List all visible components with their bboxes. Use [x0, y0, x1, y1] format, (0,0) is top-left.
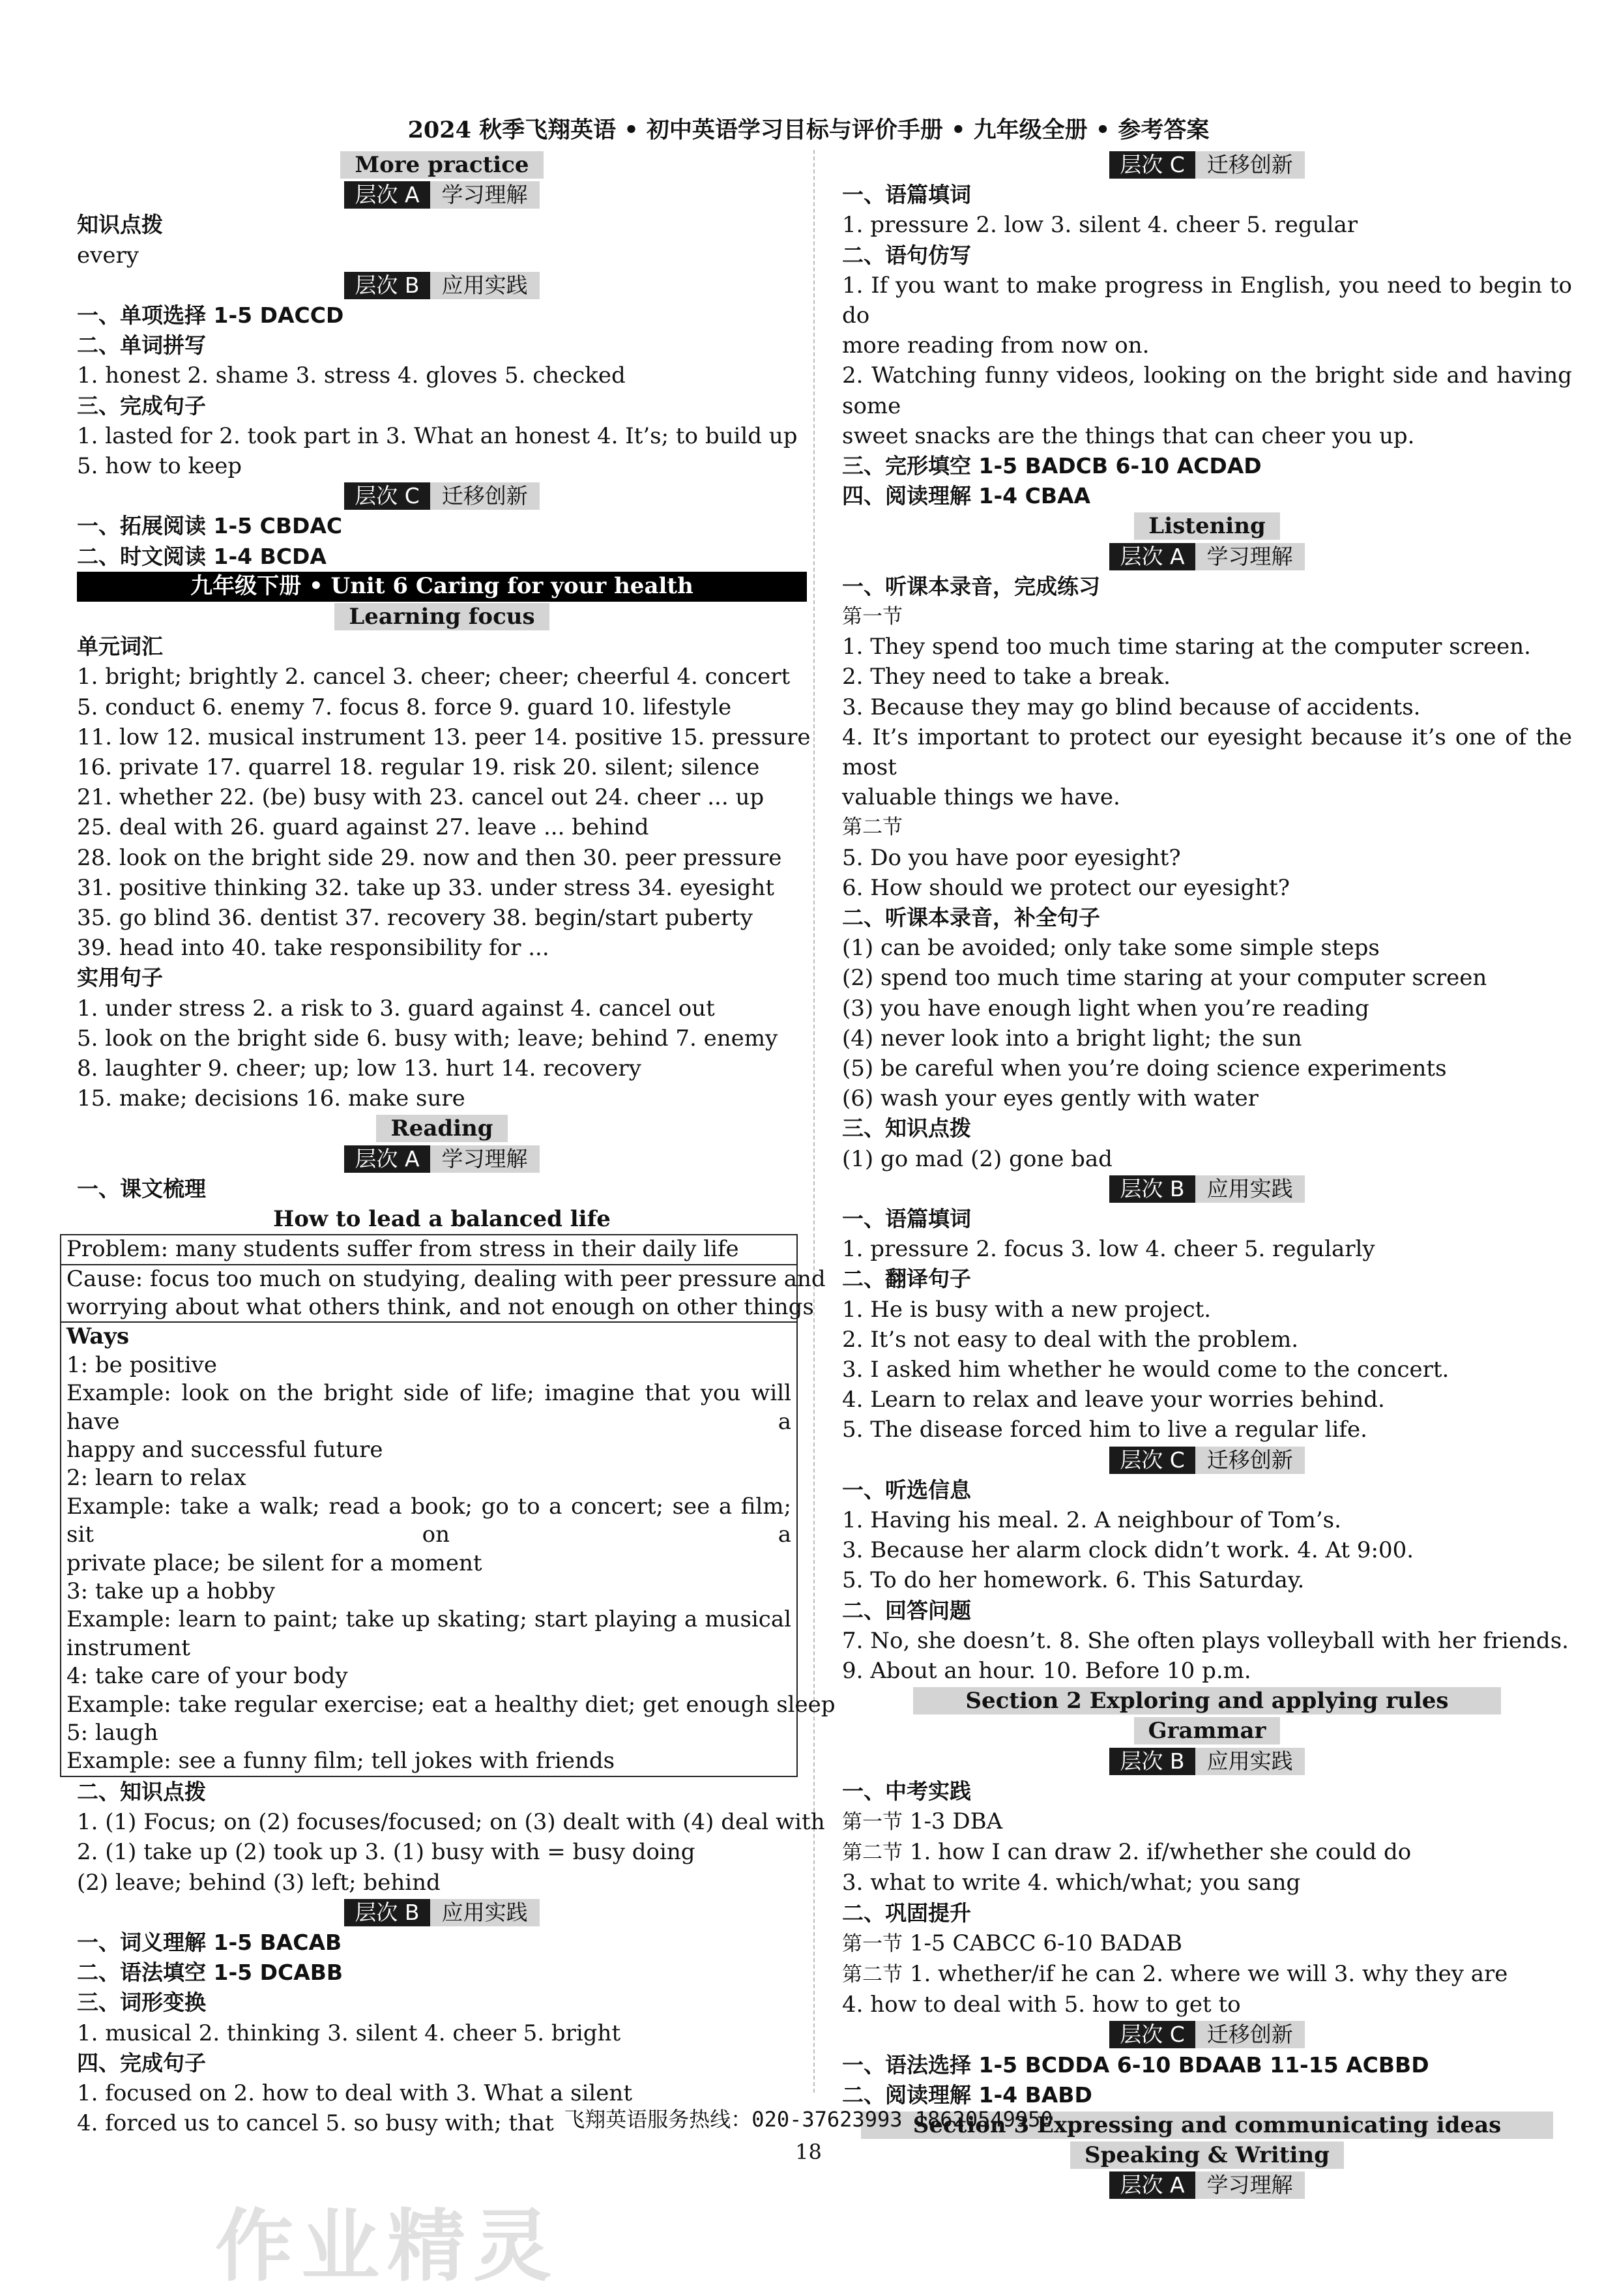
section-heading: Section 3 Expressing and communicating ideas [842, 2110, 1572, 2140]
section-heading: More practice [77, 150, 807, 180]
answer-line: 4. Learn to relax and leave your worries behind. [842, 1387, 1385, 1413]
table-cell: 2: learn to relax [66, 1465, 246, 1492]
subheading: 二、巩固提升 [842, 1900, 971, 1926]
answer-line: 2. It’s not easy to deal with the problem. [842, 1326, 1299, 1353]
answer-line: more reading from now on. [842, 332, 1150, 359]
answer-line: 5. how to keep [77, 452, 242, 479]
subheading: 二、单词拼写 [77, 332, 206, 359]
answer-line: 4. how to deal with 5. how to get to [842, 1992, 1241, 2018]
part-label: 第一节 [842, 605, 903, 628]
subheading: 实用句子 [77, 965, 163, 991]
answer-line: 二、语法填空 1-5 DCABB [77, 1960, 343, 1986]
level-badge: 层次 A 学习理解 [77, 180, 807, 210]
answer-line: every [77, 242, 139, 269]
answer-line: 一、词义理解 1-5 BACAB [77, 1929, 342, 1955]
level-badge: 层次 C 迁移创新 [842, 1445, 1572, 1475]
answer-line: 1. pressure 2. focus 3. low 4. cheer 5. regularly [842, 1236, 1375, 1263]
answer-line: sweet snacks are the things that can cheer you up. [842, 422, 1415, 449]
answer-line: 1. They spend too much time staring at the computer screen. [842, 634, 1531, 660]
subheading: 二、知识点拨 [77, 1778, 206, 1804]
list-item: 21. whether 22. (be) busy with 23. cancel out 24. cheer ... up [77, 784, 765, 811]
column-divider [813, 150, 815, 2093]
answer-line: 二、时文阅读 1-4 BCDA [77, 543, 327, 569]
table-row [61, 1265, 826, 1323]
subheading: 一、语篇填词 [842, 1206, 971, 1232]
subheading: 一、语篇填词 [842, 182, 971, 208]
answer-line: 3. what to write 4. which/what; you sang [842, 1870, 1301, 1896]
answer-line: 3. Because her alarm clock didn’t work. 4. At 9:00. [842, 1537, 1414, 1564]
list-item: 39. head into 40. take responsibility for ... [77, 935, 549, 962]
answer-line: (1) go mad (2) gone bad [842, 1145, 1113, 1172]
answer-line: 2. Watching funny videos, looking on the bright side and having some [842, 362, 1572, 419]
unit-banner: 九年级下册 • Unit 6 Caring for your health [77, 572, 807, 602]
list-item: 11. low 12. musical instrument 13. peer 14. positive 15. pressure [77, 724, 811, 750]
subheading: 知识点拨 [77, 212, 163, 238]
subheading: 一、课文梳理 [77, 1175, 206, 1201]
answer-line: 1. honest 2. shame 3. stress 4. gloves 5. checked [77, 362, 626, 389]
watermark: 作业精灵 [215, 2201, 559, 2292]
table-cell: 4: take care of your body [66, 1663, 348, 1690]
table-row [61, 1323, 836, 1776]
answer-line: 7. No, she doesn’t. 8. She often plays volleyball with her friends. [842, 1627, 1569, 1654]
subheading: 三、词形变换 [77, 1990, 206, 2016]
footer-hotline: 飞翔英语服务热线：020-37623993 18620549950 [564, 2107, 1053, 2132]
subheading: 三、完成句子 [77, 392, 206, 419]
answer-line: 一、拓展阅读 1-5 CBDAC [77, 513, 343, 539]
subheading: 二、听课本录音，补全句子 [842, 905, 1100, 931]
answer-line: (2) leave; behind (3) left; behind [77, 1869, 441, 1896]
subheading: 二、回答问题 [842, 1597, 971, 1623]
table-row [61, 1235, 796, 1265]
table-cell: Problem: many students suffer from stress in their daily life [66, 1236, 739, 1263]
list-item: 15. make; decisions 16. make sure [77, 1085, 465, 1112]
level-badge: 层次 B 应用实践 [77, 271, 807, 301]
answer-line: 1. Having his meal. 2. A neighbour of Tom’s. [842, 1507, 1341, 1534]
subheading: 一、听选信息 [842, 1477, 971, 1503]
subheading: 二、翻译句子 [842, 1266, 971, 1292]
answer-line: (5) be careful when you’re doing science experiments [842, 1055, 1447, 1082]
answer-line: 1. lasted for 2. took part in 3. What an honest 4. It’s; to build up [77, 422, 798, 449]
list-item: 5. conduct 6. enemy 7. focus 8. force 9. guard 10. lifestyle [77, 694, 732, 720]
answer-line: 第二节 1. whether/if he can 2. where we will 3. why they are [842, 1961, 1508, 1988]
level-badge: 层次 C 迁移创新 [77, 481, 807, 511]
answer-line: 5. Do you have poor eyesight? [842, 844, 1181, 871]
answer-line: 4. It’s important to protect our eyesight because it’s one of the most [842, 724, 1572, 781]
level-badge: 层次 B 应用实践 [842, 1174, 1572, 1204]
table-cell: 3: take up a hobby [66, 1578, 276, 1605]
list-item: 25. deal with 26. guard against 27. leave ... behind [77, 814, 649, 841]
level-badge: 层次 C 迁移创新 [842, 2020, 1572, 2050]
list-item: 35. go blind 36. dentist 37. recovery 38. begin/start puberty [77, 904, 753, 931]
section-heading: Grammar [842, 1716, 1572, 1746]
answer-line: 第一节 1-3 DBA [842, 1808, 1003, 1835]
page-number: 18 [795, 2140, 822, 2164]
level-badge: 层次 B 应用实践 [842, 1746, 1572, 1776]
level-badge: 层次 A 学习理解 [77, 1144, 807, 1174]
outline-table [60, 1234, 836, 1777]
answer-line: 第二节 1. how I can draw 2. if/whether she could do [842, 1839, 1412, 1866]
section-heading: Reading [77, 1113, 807, 1143]
answer-line: (1) can be avoided; only take some simple steps [842, 935, 1380, 962]
table-cell: 5: laugh [66, 1720, 158, 1746]
subheading: 三、知识点拨 [842, 1115, 971, 1141]
level-badge: 层次 B 应用实践 [77, 1898, 807, 1928]
level-badge: 层次 A 学习理解 [842, 2170, 1572, 2200]
table-cell: Example: look on the bright side of life; imagine that you will have a [66, 1380, 791, 1435]
table-title: How to lead a balanced life [273, 1205, 611, 1232]
subheading: 二、语句仿写 [842, 242, 971, 268]
answer-line: 9. About an hour. 10. Before 10 p.m. [842, 1658, 1251, 1685]
answer-line: 1. musical 2. thinking 3. silent 4. cheer 5. bright [77, 2020, 621, 2046]
level-badge: 层次 A 学习理解 [842, 542, 1572, 572]
vocab-list [77, 662, 811, 963]
table-cell: instrument [66, 1634, 190, 1661]
section-heading: Learning focus [77, 602, 807, 632]
answer-line: 6. How should we protect our eyesight? [842, 874, 1290, 901]
subheading: 一、听课本录音，完成练习 [842, 573, 1100, 599]
answer-line: 1. If you want to make progress in English, you need to begin to do [842, 272, 1572, 329]
part-label: 第二节 [842, 816, 903, 840]
subheading: 单元词汇 [77, 634, 163, 660]
answer-line: 一、语法选择 1-5 BCDDA 6-10 BDAAB 11-15 ACBBD [842, 2052, 1429, 2078]
list-item: 5. look on the bright side 6. busy with; leave; behind 7. enemy [77, 1025, 778, 1052]
sentence-list [77, 993, 807, 1114]
answer-line: 四、阅读理解 1-4 CBAA [842, 483, 1091, 509]
answer-line: 1. (1) Focus; on (2) focuses/focused; on (3) dealt with (4) deal with [77, 1809, 825, 1836]
answer-line: 三、完形填空 1-5 BADCB 6-10 ACDAD [842, 453, 1262, 479]
answer-line: (3) you have enough light when you’re reading [842, 995, 1369, 1022]
level-badge: 层次 C 迁移创新 [842, 150, 1572, 180]
right-column [842, 150, 1572, 2201]
answer-line: 5. The disease forced him to live a regular life. [842, 1417, 1367, 1443]
answer-line: 2. They need to take a break. [842, 664, 1171, 690]
answer-line: 3. I asked him whether he would come to the concert. [842, 1357, 1449, 1383]
answer-line: 2. (1) take up (2) took up 3. (1) busy with = busy doing [77, 1839, 695, 1866]
table-cell: Cause: focus too much on studying, dealing with peer pressure and [66, 1265, 826, 1292]
list-item: 8. laughter 9. cheer; up; low 13. hurt 14. recovery [77, 1055, 641, 1082]
subheading: 一、中考实践 [842, 1778, 971, 1804]
list-item: 31. positive thinking 32. take up 33. under stress 34. eyesight [77, 874, 774, 901]
answer-line: 5. To do her homework. 6. This Saturday. [842, 1567, 1305, 1594]
answer-line: (6) wash your eyes gently with water [842, 1085, 1259, 1112]
list-item: 1. under stress 2. a risk to 3. guard against 4. cancel out [77, 995, 715, 1022]
table-cell: 1: be positive [66, 1351, 218, 1378]
table-cell: worrying about what others think, and not enough on other things [66, 1293, 814, 1320]
answer-line: 一、单项选择 1-5 DACCD [77, 302, 344, 328]
table-cell: Ways [66, 1323, 130, 1350]
answer-line: (4) never look into a bright light; the sun [842, 1025, 1302, 1052]
subheading: 四、完成句子 [77, 2050, 206, 2076]
section-heading: Speaking & Writing [842, 2140, 1572, 2170]
table-cell: Example: take a walk; read a book; go to a concert; see a film; sit on a [66, 1493, 791, 1548]
answer-line: 3. Because they may go blind because of accidents. [842, 694, 1421, 720]
answer-line: 第一节 1-5 CABCC 6-10 BADAB [842, 1930, 1182, 1956]
answer-line: 1. He is busy with a new project. [842, 1296, 1212, 1323]
page-title: 2024 秋季飞翔英语 • 初中英语学习目标与评价手册 • 九年级全册 • 参考答案 [407, 117, 1210, 143]
list-item: 1. bright; brightly 2. cancel 3. cheer; cheer; cheerful 4. concert [77, 664, 791, 690]
section-heading: Listening [842, 511, 1572, 541]
answer-line: 1. pressure 2. low 3. silent 4. cheer 5. regular [842, 212, 1358, 239]
table-cell: Example: take regular exercise; eat a healthy diet; get enough sleep [66, 1691, 836, 1718]
answer-line: 1. focused on 2. how to deal with 3. What a silent [77, 2080, 632, 2106]
table-cell: Example: see a funny film; tell jokes with friends [66, 1748, 615, 1774]
list-item: 28. look on the bright side 29. now and then 30. peer pressure [77, 844, 782, 871]
answer-line: 二、阅读理解 1-4 BABD [842, 2082, 1092, 2108]
list-item: 16. private 17. quarrel 18. regular 19. risk 20. silent; silence [77, 754, 760, 780]
table-cell: private place; be silent for a moment [66, 1550, 482, 1576]
answer-line: 4. forced us to cancel 5. so busy with; that [77, 2110, 554, 2137]
table-cell: happy and successful future [66, 1437, 383, 1464]
table-cell: Example: learn to paint; take up skating; start playing a musical [66, 1606, 791, 1633]
section-heading: Section 2 Exploring and applying rules [842, 1686, 1572, 1716]
answer-line: (2) spend too much time staring at your computer screen [842, 965, 1487, 992]
answer-line: valuable things we have. [842, 784, 1120, 811]
